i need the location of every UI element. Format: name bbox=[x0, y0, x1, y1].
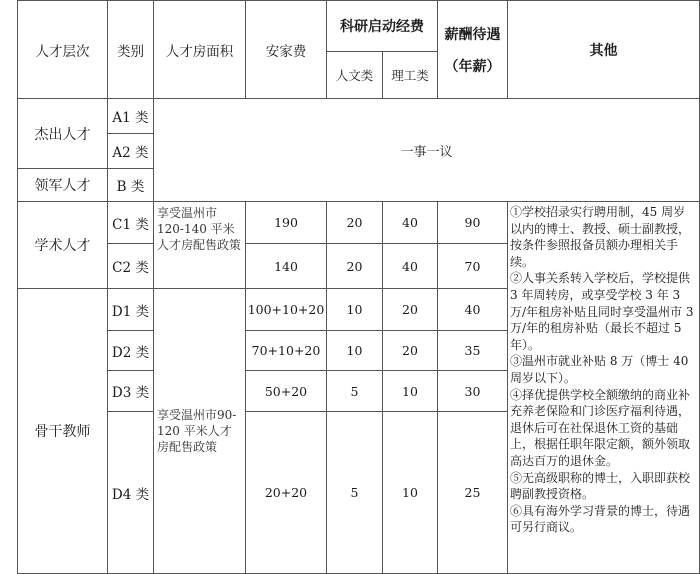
level-academic: 学术人才 bbox=[34, 238, 91, 254]
header-salary-note: （年薪） bbox=[444, 58, 501, 75]
talent-policy-table bbox=[17, 0, 700, 574]
settling-fee-cell: 140 bbox=[274, 258, 298, 274]
category-d2: D2 类 bbox=[111, 344, 150, 361]
startup-humanities-cell: 10 bbox=[346, 302, 363, 317]
other-notes bbox=[507, 201, 697, 573]
header-other: 其他 bbox=[589, 42, 618, 59]
startup-science-cell: 20 bbox=[402, 302, 418, 317]
startup-science-cell: 20 bbox=[402, 343, 418, 358]
category-a1: A1 类 bbox=[112, 110, 149, 126]
salary-cell: 70 bbox=[464, 258, 481, 274]
header-startup: 科研启动经费 bbox=[340, 19, 424, 35]
startup-humanities-cell: 5 bbox=[350, 383, 359, 399]
housing-policy-backbone: 享受温州市90-120 平米人才房配售政策 bbox=[157, 408, 237, 454]
header-startup-science: 理工类 bbox=[391, 68, 429, 83]
header-level: 人才层次 bbox=[35, 43, 90, 60]
level-backbone: 骨干教师 bbox=[34, 424, 91, 440]
settling-fee-cell: 20+20 bbox=[264, 485, 308, 500]
settling-fee-cell: 100+10+20 bbox=[247, 302, 325, 317]
other-note: ②人事关系转入学校后，学校提供 3 年周转房，或享受学校 3 年 3 万/年租房补贴且同时享受温州市 3 万/年的租房补贴（最长不超过 5 年）。 bbox=[510, 271, 694, 352]
level-leading: 领军人才 bbox=[34, 178, 91, 194]
header-salary: 薪酬待遇 bbox=[444, 26, 501, 43]
startup-science-cell: 10 bbox=[402, 485, 418, 500]
salary-cell: 25 bbox=[464, 485, 481, 500]
startup-humanities-cell: 5 bbox=[350, 485, 359, 500]
settling-fee-cell: 50+20 bbox=[264, 383, 308, 399]
startup-science-cell: 10 bbox=[402, 383, 418, 399]
salary-cell: 90 bbox=[464, 215, 481, 230]
salary-cell: 30 bbox=[464, 383, 481, 399]
housing-policy-academic: 享受温州市120-140 平米人才房配售政策 bbox=[157, 206, 242, 252]
category-b: B 类 bbox=[116, 179, 145, 195]
other-note: ⑥具有海外学习背景的博士，待遇可另行商议。 bbox=[510, 503, 691, 535]
settling-fee-cell: 190 bbox=[274, 215, 298, 230]
category-d4: D4 类 bbox=[111, 486, 150, 503]
startup-humanities-cell: 20 bbox=[346, 215, 363, 230]
header-settling: 安家费 bbox=[265, 43, 307, 60]
other-note: ③温州市就业补贴 8 万（博士 40 周岁以下）。 bbox=[510, 354, 689, 385]
settling-fee-cell: 70+10+20 bbox=[251, 343, 321, 358]
header-startup-humanities: 人文类 bbox=[335, 68, 374, 83]
category-d1: D1 类 bbox=[111, 303, 150, 320]
startup-humanities-cell: 10 bbox=[346, 343, 363, 358]
level-outstanding: 杰出人才 bbox=[34, 126, 91, 143]
category-d3: D3 类 bbox=[111, 385, 150, 401]
header-housing: 人才房面积 bbox=[165, 43, 234, 60]
startup-science-cell: 40 bbox=[402, 215, 418, 230]
header-category: 类别 bbox=[117, 43, 144, 60]
category-c2: C2 类 bbox=[112, 260, 149, 276]
other-note: ⑤无高级职称的博士，入职即获校聘副教授资格。 bbox=[510, 470, 691, 502]
category-a2: A2 类 bbox=[112, 145, 149, 161]
header-salary-block bbox=[438, 1, 507, 98]
other-note: ①学校招录实行聘用制，45 周岁以内的博士、教授、硕士副教授，按条件参照报备员额办理相关手续。 bbox=[510, 205, 691, 269]
salary-cell: 35 bbox=[464, 343, 481, 358]
startup-science-cell: 40 bbox=[402, 258, 418, 274]
other-note: ④择优提供学校全额缴纳的商业补充养老保险和门诊医疗福利待遇，退休后可在社保退休工资的基础上，根据任职年限定额，额外领取高达百万的退休金。 bbox=[510, 387, 691, 468]
category-c1: C1 类 bbox=[112, 216, 149, 233]
case-by-case-cell: 一事一议 bbox=[400, 144, 453, 160]
startup-humanities-cell: 20 bbox=[346, 258, 363, 274]
salary-cell: 40 bbox=[464, 302, 481, 317]
